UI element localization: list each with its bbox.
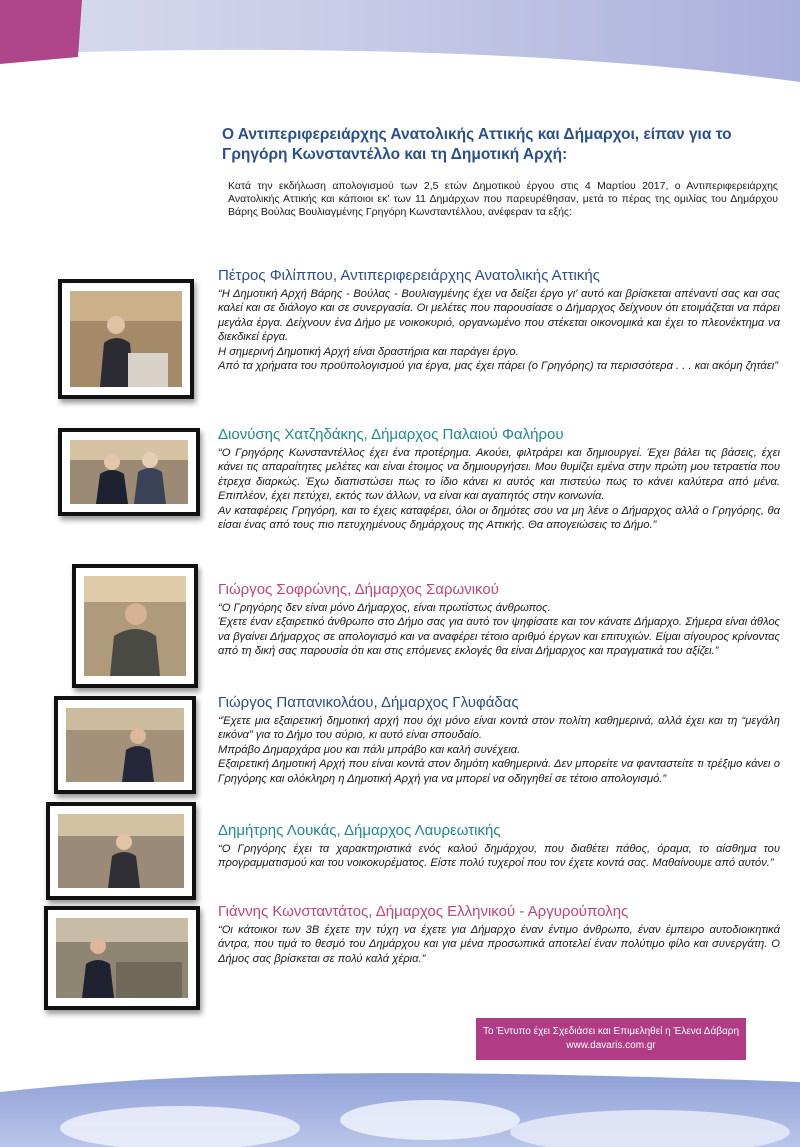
- entry-giorgos-sofronis: [218, 581, 780, 659]
- photo-petros-filippou: [62, 283, 190, 395]
- speaker-quote: “Ο Γρηγόρης Κωνσταντέλλος έχει ένα προτέρημα. Ακούει, φιλτράρει και δημιουργεί. Έχει βάλει τις βάσεις, έχει κάνει τις απαραίτητες μελέτες και είναι έτοιμος να δημιουργήσει. Μου θυμίζει εμένα στην πρώτη μου τετραετία που έτρεχα διαρκώς. Έχω διαπιστώσει πως το ίδιο κάνει κι αυτός και πιστεύω πως το κάνει καλύτερα από μένα. Επιπλέον, έχει πετύχει, εκτός των άλλων, να είναι και αγαπητός στην κοινωνία. Αν καταφέρεις Γρηγόρη, και το έχεις καταφέρει, όλοι οι δημότες σου να μη λένε ο Δήμαρχος αλλά ο Γρηγόρης, θα είσαι ένας από τους πιο πετυχημένους δημάρχους της Αττικής. Θα απογειώσεις το Δήμο.”: [218, 447, 780, 532]
- speaker-name: Γιάννης Κωνσταντάτος, Δήμαρχος Ελληνικού - Αργυρούπολης: [218, 903, 629, 920]
- photo-giannis-konstantatos: [48, 910, 196, 1006]
- speaker-quote: “Οι κάτοικοι των 3Β έχετε την τύχη να έχετε για Δήμαρχο έναν έντιμο άνθρωπο, έναν έμπειρο αυτοδιοικητικά άντρα, που τιμά το θεσμό του Δημάρχου και για μένα προσωπικά αποτελεί έναν πολύτιμο φίλο και συνεργάτη. Ο Δήμος σας βρίσκεται σε πολύ καλά χέρια.”: [218, 924, 780, 965]
- speaker-quote: “Ο Γρηγόρης δεν είναι μόνο Δήμαρχος, είναι πρωτίστως άνθρωπος. Έχετε έναν εξαιρετικό άνθρωπο στο Δήμο σας για αυτό τον ψηφίσατε και τον κάνατε Δήμαρχο. Σήμερα είναι άθλος να βγαίνει Δήμαρχος σε απολογισμό και να αναφέρει τέτοιο αριθμό έργων και επιτυχιών. Είμαι σίγουρος κρίνοντας από τη δική σας παρουσία ότι και στις επόμενες εκλογές θα είναι Δήμαρχος και πραγματικά του αξίζει.”: [218, 602, 780, 658]
- credit-text: Το Έντυπο έχει Σχεδιάσει και Επιμεληθεί η Έλενα Δάβαρη: [482, 1026, 740, 1037]
- photo-dionysis-chatzidakis: [62, 432, 196, 512]
- speaker-name: Γιώργος Σοφρώνης, Δήμαρχος Σαρωνικού: [218, 581, 499, 598]
- entry-giannis-konstantatos: [218, 903, 780, 966]
- speaker-quote: “Έχετε μια εξαιρετική δημοτική αρχή που όχι μόνο είναι κοντά στον πολίτη καθημερινά, αλλά έχει και τη “μεγάλη εικόνα” για το Δήμο του αύριο, κι αυτό είναι σπουδαίο. Μπράβο Δημαρχάρα μου και πάλι μπράβο και καλή συνέχεια. Εξαιρετική Δημοτική Αρχή που είναι κοντά στον δημότη καθημερινά. Δεν μπορείτε να φανταστείτε τι τρέξιμο κάνει ο Γρηγόρης και ολόκληρη η Δημοτική Αρχή για να μπορεί να οδηγηθεί σε τέτοιο απολογισμό.”: [218, 715, 780, 785]
- credit-website-link[interactable]: www.davaris.com.gr: [566, 1040, 656, 1051]
- speaker-quote: “Ο Γρηγόρης έχει τα χαρακτηριστικά ενός καλού δημάρχου, που διαθέτει πάθος, όραμα, το αίσθημα του προγραμματισμού και του νοικοκυρέματος. Είστε πολύ τυχεροί που τον έχετε κοντά σας. Μαθαίνουμε από αυτόν.”: [218, 843, 780, 870]
- article-title: Ο Αντιπεριφερειάρχης Ανατολικής Αττικής και Δήμαρχοι, είπαν για το Γρηγόρη Κωνσταντέλλο και τη Δημοτική Αρχή:: [222, 126, 732, 163]
- footer-sky-decoration: [0, 1060, 800, 1147]
- entry-dimitris-loukas: [218, 822, 780, 871]
- design-credit-box: [476, 1018, 746, 1060]
- entry-dionysis-chatzidakis: [218, 426, 780, 532]
- photo-dimitris-loukas: [50, 806, 192, 896]
- speaker-name: Πέτρος Φιλίππου, Αντιπεριφερειάρχης Ανατολικής Αττικής: [218, 267, 600, 284]
- speaker-name: Διονύσης Χατζηδάκης, Δήμαρχος Παλαιού Φαλήρου: [218, 426, 564, 443]
- photo-giorgos-sofronis: [76, 568, 194, 684]
- header-decoration: [0, 0, 800, 90]
- entry-petros-filippou: [218, 267, 780, 373]
- article-intro: Κατά την εκδήλωση απολογισμού των 2,5 ετών Δημοτικού έργου στις 4 Μαρτίου 2017, ο Αντιπεριφερειάρχης Ανατολικής Αττικής και κάποιοι εκ' των 11 Δημάρχων που παρευρέθησαν, μετά το πέρας της ομιλίας του Δημάρχου Βάρης Βούλας Βουλιαγμένης Γρηγόρη Κωνσταντέλλου, ανέφεραν τα εξής:: [228, 180, 778, 218]
- entry-giorgos-papanikolaou: [218, 694, 780, 786]
- photo-giorgos-papanikolaou: [58, 700, 192, 790]
- speaker-name: Γιώργος Παπανικολάου, Δήμαρχος Γλυφάδας: [218, 694, 519, 711]
- speaker-name: Δημήτρης Λουκάς, Δήμαρχος Λαυρεωτικής: [218, 822, 501, 839]
- speaker-quote: “Η Δημοτική Αρχή Βάρης - Βούλας - Βουλιαγμένης έχει να δείξει έργο γι' αυτό και βρίσκεται απέναντί σας και σας καλεί και σε διάλογο και σε συνεργασία. Οι μελέτες που παρουσίασε ο Δήμαρχος δείχνουν ότι ετοιμάζεται να πάρει μεγάλα έργα. Δείχνουν ένα Δήμο με νοικοκυριό, οργανωμένο που στέκεται οικονομικά και έχει το πλεονέκτημα να διεκδικεί έργα. Η σημερινή Δημοτική Αρχή είναι δραστήρια και παράγει έργο. Από τα χρήματα του προϋπολογισμού για έργα, μας έχει πάρει (ο Γρηγόρης) τα περισσότερα . . . και ακόμη ζητάει”: [218, 288, 780, 373]
